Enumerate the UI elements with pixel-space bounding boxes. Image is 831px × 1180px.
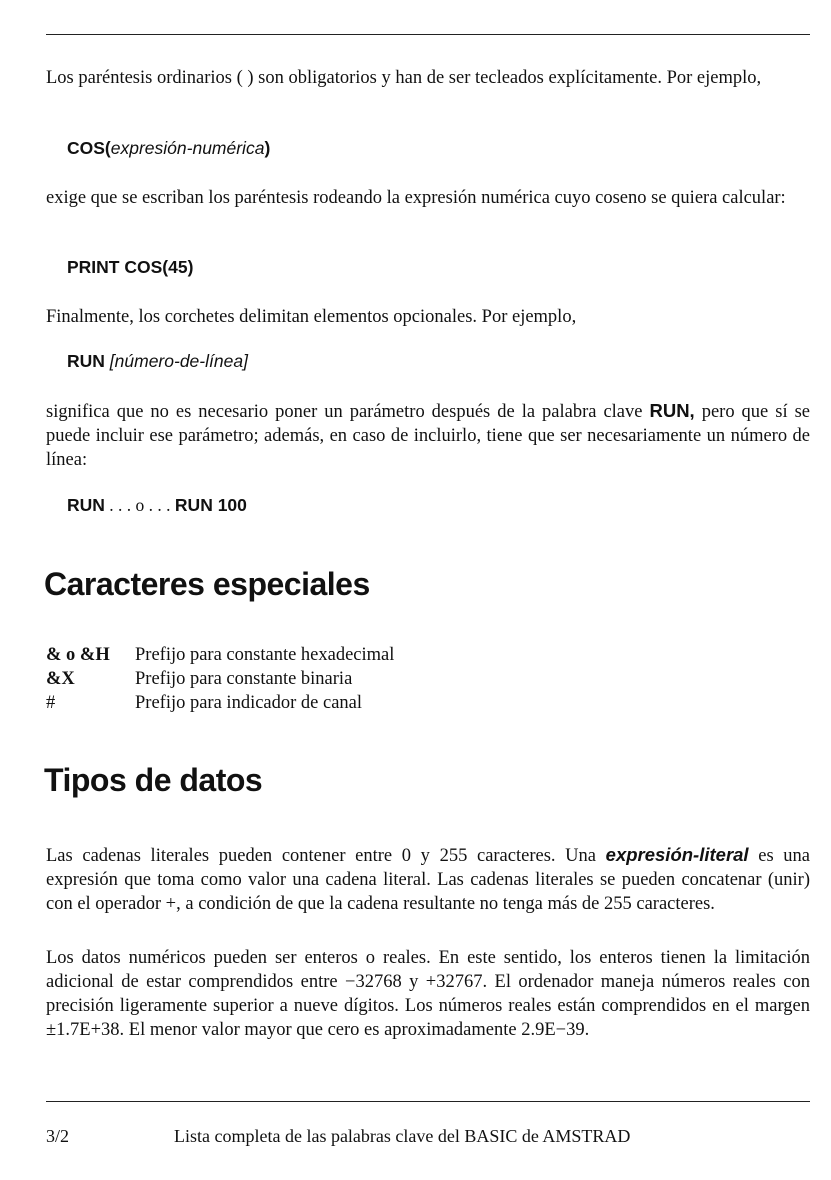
top-rule: [46, 34, 810, 35]
special-chars-table: [46, 643, 394, 715]
special-chars-row: [46, 643, 394, 667]
special-chars-desc: Prefijo para indicador de canal: [135, 693, 363, 713]
types-term-literal: expresión-literal: [605, 844, 749, 865]
intro-text-2: exige que se escriban los paréntesis rodeando la expresión numérica cuyo coseno se quiera calcular:: [46, 188, 786, 208]
example-run-100-b: RUN 100: [174, 495, 247, 515]
types-text-1b: es una expresión que toma como valor una cadena literal. Las cadenas literales se pueden concatenar (unir) con el operador +, a condición de que la cadena resultante no tenga más de 255 caracteres.: [46, 846, 810, 914]
types-text-1a: Las cadenas literales pueden contener entre 0 y 255 caracteres. Una: [46, 846, 606, 866]
intro-paragraph-4: [46, 399, 810, 472]
example-print: [67, 256, 193, 278]
example-run-100: [67, 494, 247, 516]
example-print-code: PRINT COS(45): [67, 257, 194, 277]
example-run-100-mid: . . . o . . .: [104, 495, 175, 515]
example-run-100-a: RUN: [67, 495, 105, 515]
example-cos-arg: expresión-numérica: [110, 138, 265, 158]
special-chars-row: [46, 667, 394, 691]
special-chars-term: #: [46, 693, 56, 713]
example-run: [67, 350, 248, 372]
intro-text-4a: significa que no es necesario poner un parámetro después de la palabra clave: [46, 402, 650, 422]
heading-data-types: Tipos de datos: [44, 762, 263, 798]
special-chars-desc: Prefijo para constante binaria: [135, 669, 353, 689]
types-text-2: Los datos numéricos pueden ser enteros o reales. En este sentido, los enteros tienen la limitación adicional de estar comprendidos entre −32768 y +32767. El ordenador maneja números reales con precisión ligeramente superior a nueve dígitos. Los números reales están comprendidos en el margen ±1.7E+38. El menor valor mayor que cero es aproximadamente 2.9E−39.: [46, 948, 810, 1040]
intro-paragraph-3: [46, 305, 810, 329]
heading-special-chars: Caracteres especiales: [44, 566, 370, 602]
special-chars-desc: Prefijo para constante hexadecimal: [135, 645, 395, 665]
intro-text-1: Los paréntesis ordinarios ( ) son obligatorios y han de ser tecleados explícitamente. Por ejemplo,: [46, 68, 762, 88]
special-chars-term: & o &H: [46, 645, 110, 665]
intro-paragraph-1: [46, 66, 810, 90]
example-cos-keyword: COS(: [67, 138, 111, 158]
example-cos: [67, 137, 270, 159]
example-run-keyword: RUN: [67, 351, 105, 371]
intro-text-4-keyword: RUN,: [649, 400, 695, 421]
special-chars-term: &X: [46, 669, 75, 689]
example-run-arg: [número-de-línea]: [109, 351, 248, 371]
types-paragraph-1: [46, 843, 810, 916]
intro-text-4b: pero que sí se puede incluir ese parámetro; además, en caso de incluirlo, tiene que ser necesariamente un número de línea:: [46, 402, 810, 470]
footer-title: Lista completa de las palabras clave del BASIC de AMSTRAD: [174, 1126, 631, 1146]
types-paragraph-2: [46, 946, 810, 1042]
special-chars-row: [46, 691, 394, 715]
page-number: 3/2: [46, 1126, 70, 1146]
intro-paragraph-2: [46, 186, 810, 210]
intro-text-3: Finalmente, los corchetes delimitan elementos opcionales. Por ejemplo,: [46, 307, 577, 327]
bottom-rule: [46, 1101, 810, 1102]
example-cos-close: ): [264, 138, 271, 158]
